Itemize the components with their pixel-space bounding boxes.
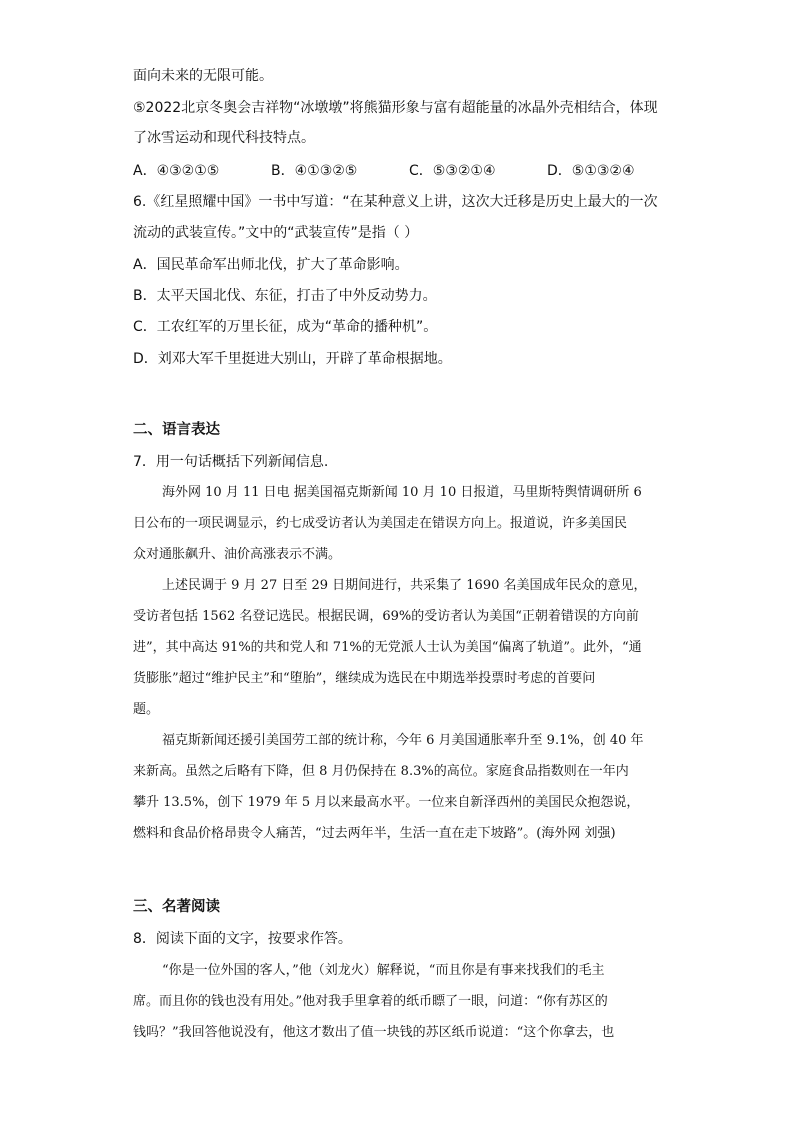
q6-stem: 6.《红星照耀中国》一书中写道：“在某种意义上讲，这次大迁移是历史上最大的一次	[133, 194, 658, 210]
news-para3-line: 攀升 13.5%，创下 1979 年 5 月以来最高水平。一位来自新泽西州的美国民众抱怨说，	[133, 795, 640, 810]
reading-para-line: 席。而且你的钱也没有用处。”他对我手里拿着的纸币瞟了一眼，问道：“你有苏区的	[133, 994, 608, 1009]
q6-option-c: C．工农红军的万里长征，成为“革命的播种机”。	[133, 319, 438, 335]
reading-para-line: 钱吗？”我回答他说没有，他这才数出了值一块钱的苏区纸币说道：“这个你拿去，也	[133, 1025, 615, 1040]
section-3-title: 三、名著阅读	[133, 899, 220, 915]
news-para3-line: 福克斯新闻还援引美国劳工部的统计称，今年 6 月美国通胀率升至 9.1%，创 40 年	[162, 733, 644, 748]
reading-para-line: “你是一位外国的客人，”他（刘龙火）解释说，“而且你是有事来找我们的毛主	[162, 963, 605, 978]
q8-stem: 8．阅读下面的文字，按要求作答。	[133, 931, 352, 947]
news-para1-line: 海外网 10 月 11 日电 据美国福克斯新闻 10 月 10 日报道，马里斯特舆情调研所 6	[162, 485, 642, 500]
q5-option-b: B．④①③②⑤	[271, 163, 358, 179]
news-para2-line: 受访者包括 1562 名登记选民。根据民调，69%的受访者认为美国“正朝着错误的方向前	[133, 609, 639, 624]
news-para1-line: 众对通胀飙升、油价高涨表示不满。	[133, 547, 342, 562]
q5-option-a: A．④③②①⑤	[133, 163, 220, 179]
q5-statement-5: ⑤2022北京冬奥会吉祥物“冰墩墩”将熊猫形象与富有超能量的冰晶外壳相结合，体现	[133, 100, 658, 116]
q7-stem: 7．用一句话概括下列新闻信息.	[133, 454, 329, 470]
q6-option-d: D．刘邓大军千里挺进大别山，开辟了革命根据地。	[133, 351, 452, 367]
q5-options	[133, 160, 663, 178]
q5-option-c: C．⑤③②①④	[409, 163, 496, 179]
news-para2-line: 货膨胀”超过“维护民主”和“堕胎”，继续成为选民在中期选举投票时考虑的首要问	[133, 671, 596, 686]
q5-option-d: D．⑤①③②④	[547, 163, 635, 179]
news-para1-line: 日公布的一项民调显示，约七成受访者认为美国走在错误方向上。报道说，许多美国民	[133, 516, 628, 531]
q6-option-a: A．国民革命军出师北伐，扩大了革命影响。	[133, 257, 409, 273]
q5-statement-5-cont: 了冰雪运动和现代科技特点。	[133, 130, 315, 146]
news-para3-line: 来新高。虽然之后略有下降，但 8 月仍保持在 8.3%的高位。家庭食品指数则在一年内	[133, 764, 629, 779]
q5-text-line: 面向未来的无限可能。	[133, 68, 273, 84]
news-para2-line: 题。	[133, 702, 160, 717]
q6-option-b: B．太平天国北伐、东征，打击了中外反动势力。	[133, 288, 437, 304]
q6-stem-cont: 流动的武装宣传。”文中的“武装宣传”是指（ ）	[133, 225, 419, 241]
news-para2-line: 上述民调于 9 月 27 日至 29 日期间进行，共采集了 1690 名美国成年民众的意见，	[162, 578, 647, 593]
section-2-title: 二、语言表达	[133, 422, 220, 438]
news-para3-line: 燃料和食品价格昂贵令人痛苦，“过去两年半，生活一直在走下坡路”。(海外网 刘强)	[133, 826, 616, 841]
news-para2-line: 进”，其中高达 91%的共和党人和 71%的无党派人士认为美国“偏离了轨道”。此外，“通	[133, 640, 642, 655]
